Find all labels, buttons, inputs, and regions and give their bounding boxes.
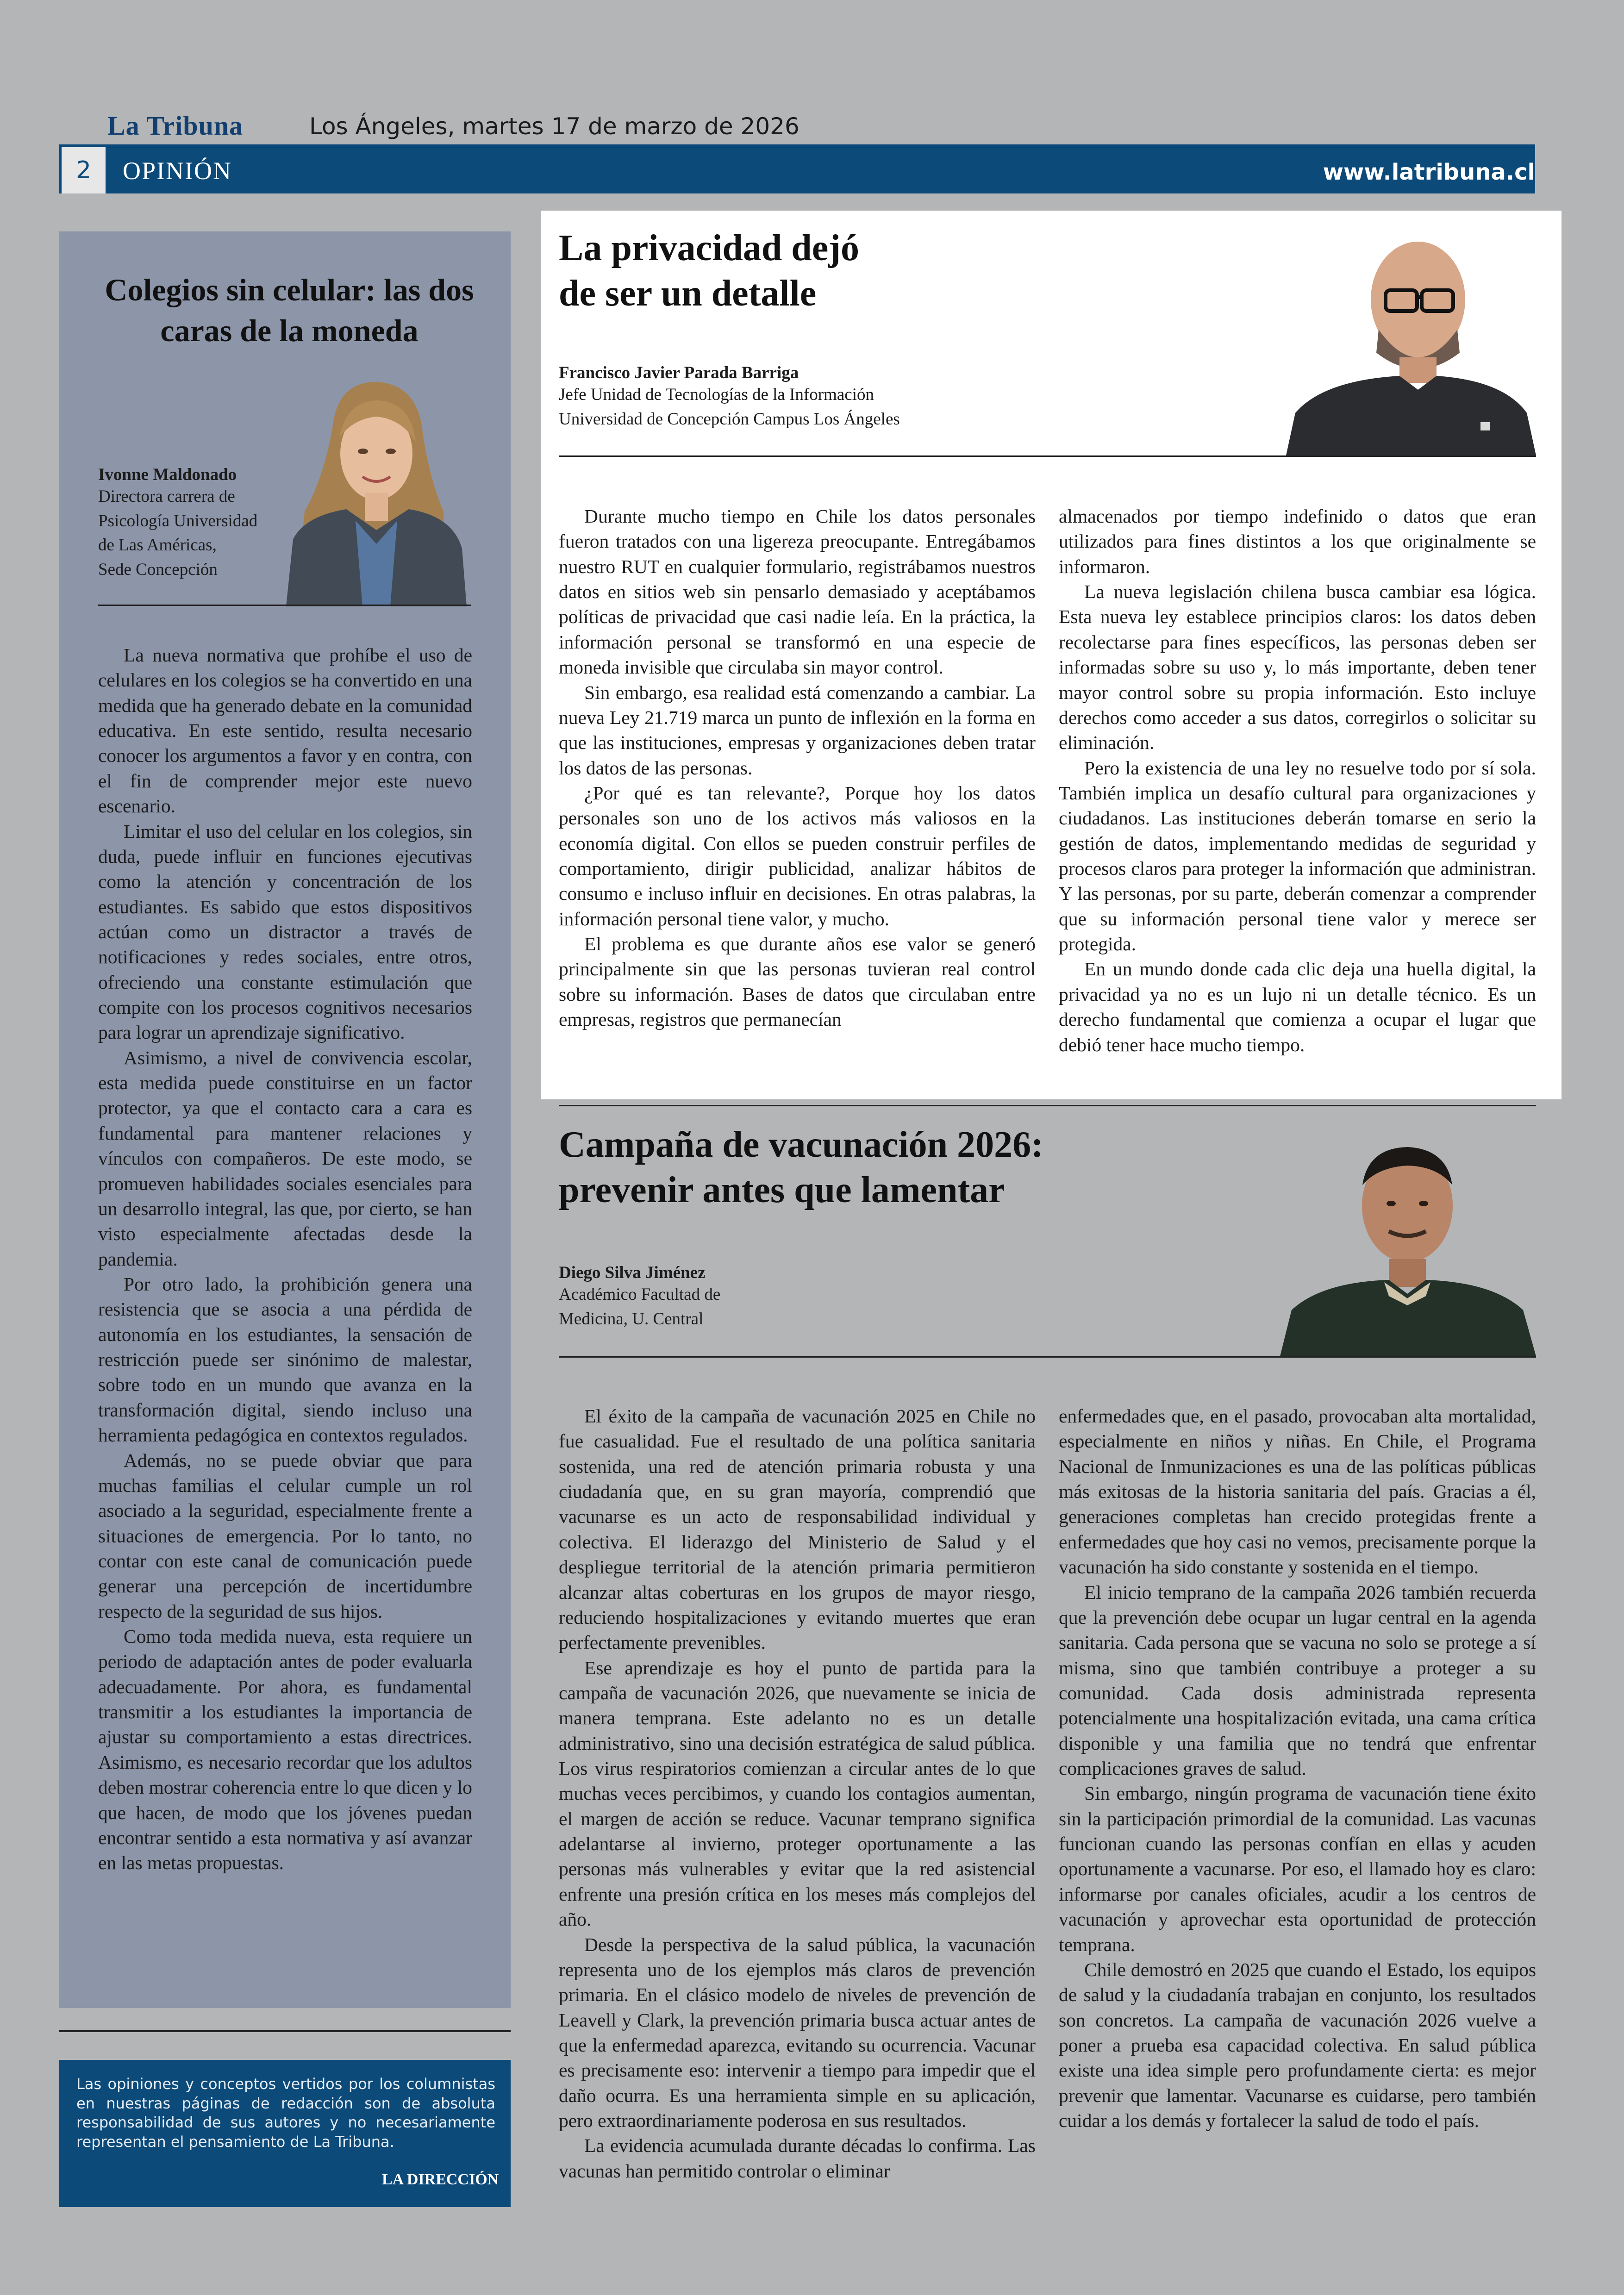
section-label: OPINIÓN	[123, 157, 232, 185]
section-bar	[59, 147, 1535, 193]
vaccine-paragraph-continued: enfermedades que, en el pasado, provocaban alta mortalidad, especialmente en niños y niñas. En Chile, el Programa Nacional de Inmunizaciones es una de las políticas públicas más exitosas de la historia sanitaria del país. Gracias a él, generaciones completas han crecido protegidas frente a enfermedades que hoy casi no vemos, precisamente porque la vacunación ha sido constante y sostenida en el tiempo.	[1059, 1405, 1536, 1578]
vaccine-author-role-1: Académico Facultad de	[559, 1285, 721, 1304]
left-paragraph: La nueva normativa que prohíbe el uso de celulares en los colegios se ha convertido en una medida que ha generado debate en la comunidad educativa. En este sentido, resulta necesario conocer los argumentos a favor y en contra, con el fin de comprender mejor este nuevo escenario.	[98, 644, 472, 817]
disclaimer-text: Las opiniones y conceptos vertidos por los columnistas en nuestras páginas de redacción son de absoluta responsabilidad de sus autores y no necesariamente representan el pensamiento de La Tribuna.	[76, 2075, 495, 2151]
privacy-byline-rule	[559, 455, 1536, 457]
page-number: 2	[59, 147, 106, 193]
vaccine-paragraph: Chile demostró en 2025 que cuando el Estado, los equipos de salud y la ciudadanía trabajan en conjunto, los resultados son concretos. La campaña de vacunación 2026 vuelve a poner a prueba esa capacidad colectiva. En salud pública existe una idea simple pero profundamente cierta: es mejor prevenir que lamentar. Vacunarse es cuidarse, pero también cuidar a los demás y fortalecer la salud de todo el país.	[1059, 1958, 1536, 2132]
vaccine-article-title	[559, 1123, 1253, 1213]
vaccine-paragraph: La evidencia acumulada durante décadas lo confirma. Las vacunas han permitido controlar o eliminar	[559, 2135, 1036, 2182]
left-author-role-4: Sede Concepción	[98, 560, 218, 579]
vaccine-title-line-2: prevenir antes que lamentar	[559, 1169, 1005, 1210]
privacy-title-line-1: La privacidad dejó	[559, 228, 859, 268]
vaccine-title-line-1: Campaña de vacunación 2026:	[559, 1124, 1043, 1165]
left-paragraph: Limitar el uso del celular en los colegios, sin duda, puede influir en funciones ejecutivas como la atención y concentración de los estudiantes. Es sabido que estos dispositivos actúan como un distractor a través de notificaciones y redes sociales, entre otros, ofreciendo una constante estimulación que compite con los procesos cognitivos necesarios para lograr un aprendizaje significativo.	[98, 820, 472, 1043]
vaccine-paragraph: El inicio temprano de la campaña 2026 también recuerda que la prevención debe ocupar un lugar central en la agenda sanitaria. Cada persona que se vacuna no solo se protege a sí misma, sino que también contribuye a proteger a su comunidad. Cada dosis administrada representa potencialmente una hospitalización evitada, una cama crítica disponible y una familia que no tendrá que enfrentar complicaciones graves de salud.	[1059, 1581, 1536, 1779]
left-paragraph: Como toda medida nueva, esta requiere un periodo de adaptación antes de poder evaluarla adecuadamente. Por ahora, es fundamental transmitir a los estudiantes la importancia de ajustar su comportamiento a estas directrices. Asimismo, es necesario recordar que los adultos deben mostrar coherencia entre lo que dicen y lo que hacen, de modo que los jóvenes puedan encontrar sentido a esta normativa y así avanzar en las metas propuestas.	[98, 1626, 472, 1874]
vaccine-body-col-1	[559, 1403, 1036, 2183]
vaccine-author-role-2: Medicina, U. Central	[559, 1309, 704, 1328]
article-divider	[559, 1105, 1536, 1106]
privacy-author-role-2: Universidad de Concepción Campus Los Ángeles	[559, 409, 900, 429]
left-article-title: Colegios sin celular: las dos caras de la moneda	[105, 272, 474, 349]
vaccine-byline-rule	[559, 1356, 1536, 1358]
privacy-body-col-1	[559, 504, 1036, 1032]
privacy-paragraph: Durante mucho tiempo en Chile los datos personales fueron tratados con una ligereza preocupante. Entregábamos nuestro RUT en cualquier formulario, registrábamos nuestros datos en sitios web sin pensarlo demasiado y aceptábamos políticas de privacidad que casi nadie leía. En la práctica, la información personal se transformó en una especie de moneda invisible que circulaba sin mayor control.	[559, 505, 1036, 678]
left-article-body	[98, 642, 472, 1876]
left-author-role-2: Psicología Universidad	[98, 511, 258, 530]
vaccine-paragraph: El éxito de la campaña de vacunación 2025 en Chile no fue casualidad. Fue el resultado de una política sanitaria sostenida, una red de atención primaria robusta y una ciudadanía que, en su gran mayoría, comprendió que vacunarse es un acto de responsabilidad individual y colectiva. El liderazgo del Ministerio de Salud y el despliegue territorial de la atención primaria permitieron alcanzar altas coberturas en los grupos de mayor riesgo, reduciendo hospitalizaciones y evitando muertes que eran perfectamente prevenibles.	[559, 1405, 1036, 1653]
disclaimer-signature: LA DIRECCIÓN	[382, 2171, 499, 2188]
privacy-body-col-2	[1059, 504, 1536, 1057]
privacy-byline	[559, 363, 1207, 431]
vaccine-paragraph: Ese aprendizaje es hoy el punto de partida para la campaña de vacunación 2026, que nuevamente se inicia de manera temprana. Este adelanto no es un detalle administrativo, sino una decisión estratégica de salud pública. Los virus respiratorios comienzan a circular antes de lo que muchas veces percibimos, y cuando los contagios aumentan, el margen de acción se reduce. Vacunar temprano significa adelantarse al invierno, proteger oportunamente a las personas más vulnerables y evitar que la red asistencial enfrente una presión crítica en los meses más complejos del año.	[559, 1657, 1036, 1930]
left-byline-rule	[98, 605, 471, 606]
privacy-author-photo	[1286, 232, 1536, 455]
privacy-paragraph: Pero la existencia de una ley no resuelve todo por sí sola. También implica un desafío cultural para organizaciones y ciudadanos. Las instituciones deberán tomarse en serio la gestión de datos, implementando medidas de seguridad y procesos claros para proteger la información que administran. Y las personas, por su parte, deberán comenzar a comprender que su información personal tiene valor y merece ser protegida.	[1059, 757, 1536, 955]
privacy-paragraph-continued: almacenados por tiempo indefinido o datos que eran utilizados para fines distintos a los que originalmente se informaron.	[1059, 505, 1536, 577]
privacy-paragraph: Sin embargo, esa realidad está comenzando a cambiar. La nueva Ley 21.719 marca un punto de inflexión en la forma en que las instituciones, empresas y organizaciones deben tratar los datos de las personas.	[559, 681, 1036, 779]
left-column-bottom-rule	[59, 2030, 511, 2032]
privacy-article-title	[559, 226, 1253, 316]
privacy-paragraph: El problema es que durante años ese valor se generó principalmente sin que las personas tuvieran real control sobre su información. Bases de datos que circulaban entre empresas, registros que permanecían	[559, 933, 1036, 1030]
privacy-author-role-1: Jefe Unidad de Tecnologías de la Información	[559, 385, 874, 404]
left-paragraph: Por otro lado, la prohibición genera una resistencia que se asocia a una pérdida de autonomía en los estudiantes, la sensación de restricción puede ser sinónimo de malestar, sobre todo en un mundo que avanza en la transformación digital, siendo incluso una herramienta pedagógica en contextos regulados.	[98, 1273, 472, 1446]
privacy-title-line-2: de ser un detalle	[559, 273, 817, 314]
privacy-paragraph: ¿Por qué es tan relevante?, Porque hoy los datos personales son uno de los activos más valiosos en la economía digital. Con ellos se pueden construir perfiles de comportamiento, dirigir publicidad, analizar hábitos de consumo e incluso influir en decisiones. En otras palabras, la información personal tiene valor, y mucho.	[559, 782, 1036, 929]
left-author-photo	[277, 373, 471, 606]
left-author-name: Ivonne Maldonado	[98, 465, 237, 484]
privacy-paragraph: La nueva legislación chilena busca cambiar esa lógica. Esta nueva ley establece principios claros: los datos deben recolectarse para fines específicos, las personas deben ser informadas sobre su uso y, lo más importante, deben tener mayor control sobre su propia información. Esto incluye derechos como acceder a sus datos, corregirlos o solicitar su eliminación.	[1059, 581, 1536, 754]
left-paragraph: Asimismo, a nivel de convivencia escolar, esta medida puede constituirse en un factor protector, ya que el contacto cara a cara es fundamental para mantener relaciones y vínculos con compañeros. De este modo, se promueven habilidades sociales esenciales para un desarrollo integral, las que, por cierto, se han visto especialmente afectadas desde la pandemia.	[98, 1047, 472, 1270]
left-author-role-3: de Las Américas,	[98, 536, 217, 555]
vaccine-author-name: Diego Silva Jiménez	[559, 1263, 706, 1282]
left-author-role-1: Directora carrera de	[98, 487, 235, 506]
dateline: Los Ángeles, martes 17 de marzo de 2026	[309, 113, 800, 140]
vaccine-byline	[559, 1263, 975, 1331]
vaccine-author-photo	[1280, 1129, 1536, 1356]
privacy-paragraph: En un mundo donde cada clic deja una huella digital, la privacidad ya no es un lujo ni un detalle técnico. Es un derecho fundamental que comienza a ocupar el lugar que debió tener hace mucho tiempo.	[1059, 958, 1536, 1055]
vaccine-body-col-2	[1059, 1403, 1536, 2133]
website-link[interactable]: www.latribuna.cl	[1323, 159, 1535, 185]
vaccine-paragraph: Desde la perspectiva de la salud pública, la vacunación representa uno de los ejemplos más claros de prevención primaria. En el clásico modelo de niveles de prevención de Leavell y Clark, la prevención primaria busca actuar antes de que la enfermedad aparezca, evitando su ocurrencia. Vacunar es precisamente eso: intervenir a tiempo para impedir que el daño ocurra. Es una herramienta simple en su aplicación, pero extraordinariamente poderosa en sus resultados.	[559, 1933, 1036, 2132]
header-divider	[59, 144, 1535, 147]
privacy-author-name: Francisco Javier Parada Barriga	[559, 363, 799, 382]
vaccine-paragraph: Sin embargo, ningún programa de vacunación tiene éxito sin la participación primordial de la comunidad. Las vacunas funcionan cuando las personas confían en ellas y acuden oportunamente a vacunarse. Por eso, el llamado hoy es claro: informarse por canales oficiales, acudir a los centros de vacunación y aprovechar esta oportunidad de protección temprana.	[1059, 1783, 1536, 1955]
left-paragraph: Además, no se puede obviar que para muchas familias el celular cumple un rol asociado a la seguridad, especialmente frente a situaciones de emergencia. Por lo tanto, no contar con este canal de comunicación puede generar una percepción de incertidumbre respecto de la seguridad de sus hijos.	[98, 1449, 472, 1622]
newspaper-logo: La Tribuna	[107, 111, 244, 141]
